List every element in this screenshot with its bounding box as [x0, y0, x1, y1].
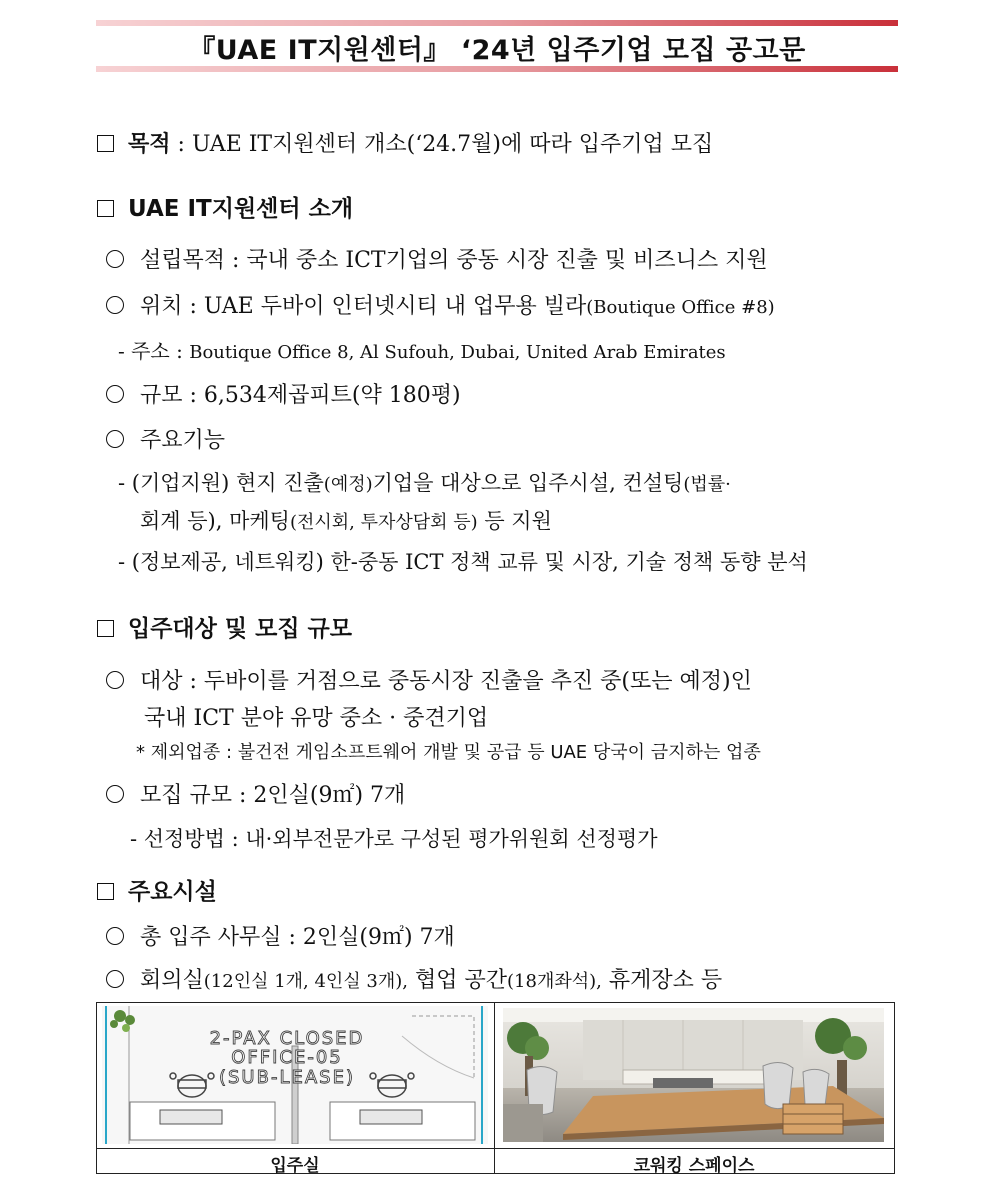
checkbox-square-icon — [97, 620, 114, 637]
checkbox-square-icon — [97, 883, 114, 900]
office-floor-plan-image — [102, 1006, 488, 1144]
list-item-func2: - (정보제공, 네트워킹) 한-중동 ICT 정책 교류 및 시장, 기술 정책 동향 분석 — [118, 550, 808, 574]
purpose-sep: : — [177, 132, 185, 157]
circle-bullet-icon — [106, 430, 124, 448]
checkbox-square-icon — [97, 200, 114, 217]
plan-label-line-2: OFFICE-05 — [231, 1047, 343, 1068]
list-item-target: 대상 : 두바이를 거점으로 중동시장 진출을 추진 중(또는 예정)인 — [106, 664, 752, 695]
page-title: 『UAE IT지원센터』 ‘24년 입주기업 모집 공고문 — [188, 35, 806, 66]
plan-label-line-1: 2-PAX CLOSED — [209, 1028, 365, 1049]
caption-coworking-space: 코워킹 스페이스 — [633, 1156, 755, 1176]
title-bottom-bar — [96, 66, 898, 72]
purpose-text: UAE IT지원센터 개소(‘24.7월)에 따라 입주기업 모집 — [191, 132, 714, 157]
list-item-establishment: 설립목적 : 국내 중소 ICT기업의 중동 시장 진출 및 비즈니스 지원 — [106, 243, 768, 274]
purpose-label: 목적 — [128, 132, 171, 157]
section-heading-intro: UAE IT지원센터 소개 — [97, 190, 353, 223]
list-item-size: 모집 규모 : 2인실(9㎡) 7개 — [106, 778, 405, 809]
list-item-offices: 총 입주 사무실 : 2인실(9㎡) 7개 — [106, 920, 455, 951]
circle-bullet-icon — [106, 671, 124, 689]
list-item-func1: - (기업지원) 현지 진출(예정)기업을 대상으로 입주시설, 컨설팅(법률· — [118, 471, 731, 495]
list-item-target-cont: 국내 ICT 분야 유망 중소 · 중견기업 — [144, 706, 489, 731]
section-heading-facilities: 주요시설 — [97, 873, 217, 906]
list-item-scale: 규모 : 6,534제곱피트(약 180평) — [106, 378, 461, 409]
circle-bullet-icon — [106, 250, 124, 268]
plan-label-line-3: (SUB-LEASE) — [218, 1067, 356, 1088]
list-item-func1-cont: 회계 등), 마케팅(전시회, 투자상담회 등) 등 지원 — [140, 509, 552, 533]
checkbox-square-icon — [97, 135, 114, 152]
circle-bullet-icon — [106, 927, 124, 945]
circle-bullet-icon — [106, 296, 124, 314]
coworking-space-photo — [503, 1008, 884, 1142]
circle-bullet-icon — [106, 970, 124, 988]
image-table-caption-line — [96, 1148, 894, 1149]
section-heading-target: 입주대상 및 모집 규모 — [97, 610, 352, 643]
list-item-functions: 주요기능 — [106, 423, 225, 454]
circle-bullet-icon — [106, 385, 124, 403]
circle-bullet-icon — [106, 785, 124, 803]
title-top-bar — [96, 20, 898, 26]
purpose-line — [97, 127, 713, 158]
list-item-selection: - 선정방법 : 내·외부전문가로 구성된 평가위원회 선정평가 — [130, 827, 658, 851]
list-item-address: - 주소 : Boutique Office 8, Al Sufouh, Dubai, United Arab Emirates — [118, 339, 726, 363]
list-item-location: 위치 : UAE 두바이 인터넷시티 내 업무용 빌라(Boutique Office #8) — [106, 289, 775, 320]
list-item-other-facilities: 회의실(12인실 1개, 4인실 3개), 협업 공간(18개좌석), 휴게장소 등 — [106, 963, 722, 994]
caption-office-room: 입주실 — [270, 1156, 320, 1176]
exclusion-note: * 제외업종 : 불건전 게임소프트웨어 개발 및 공급 등 UAE 당국이 금지하는 업종 — [136, 742, 761, 763]
